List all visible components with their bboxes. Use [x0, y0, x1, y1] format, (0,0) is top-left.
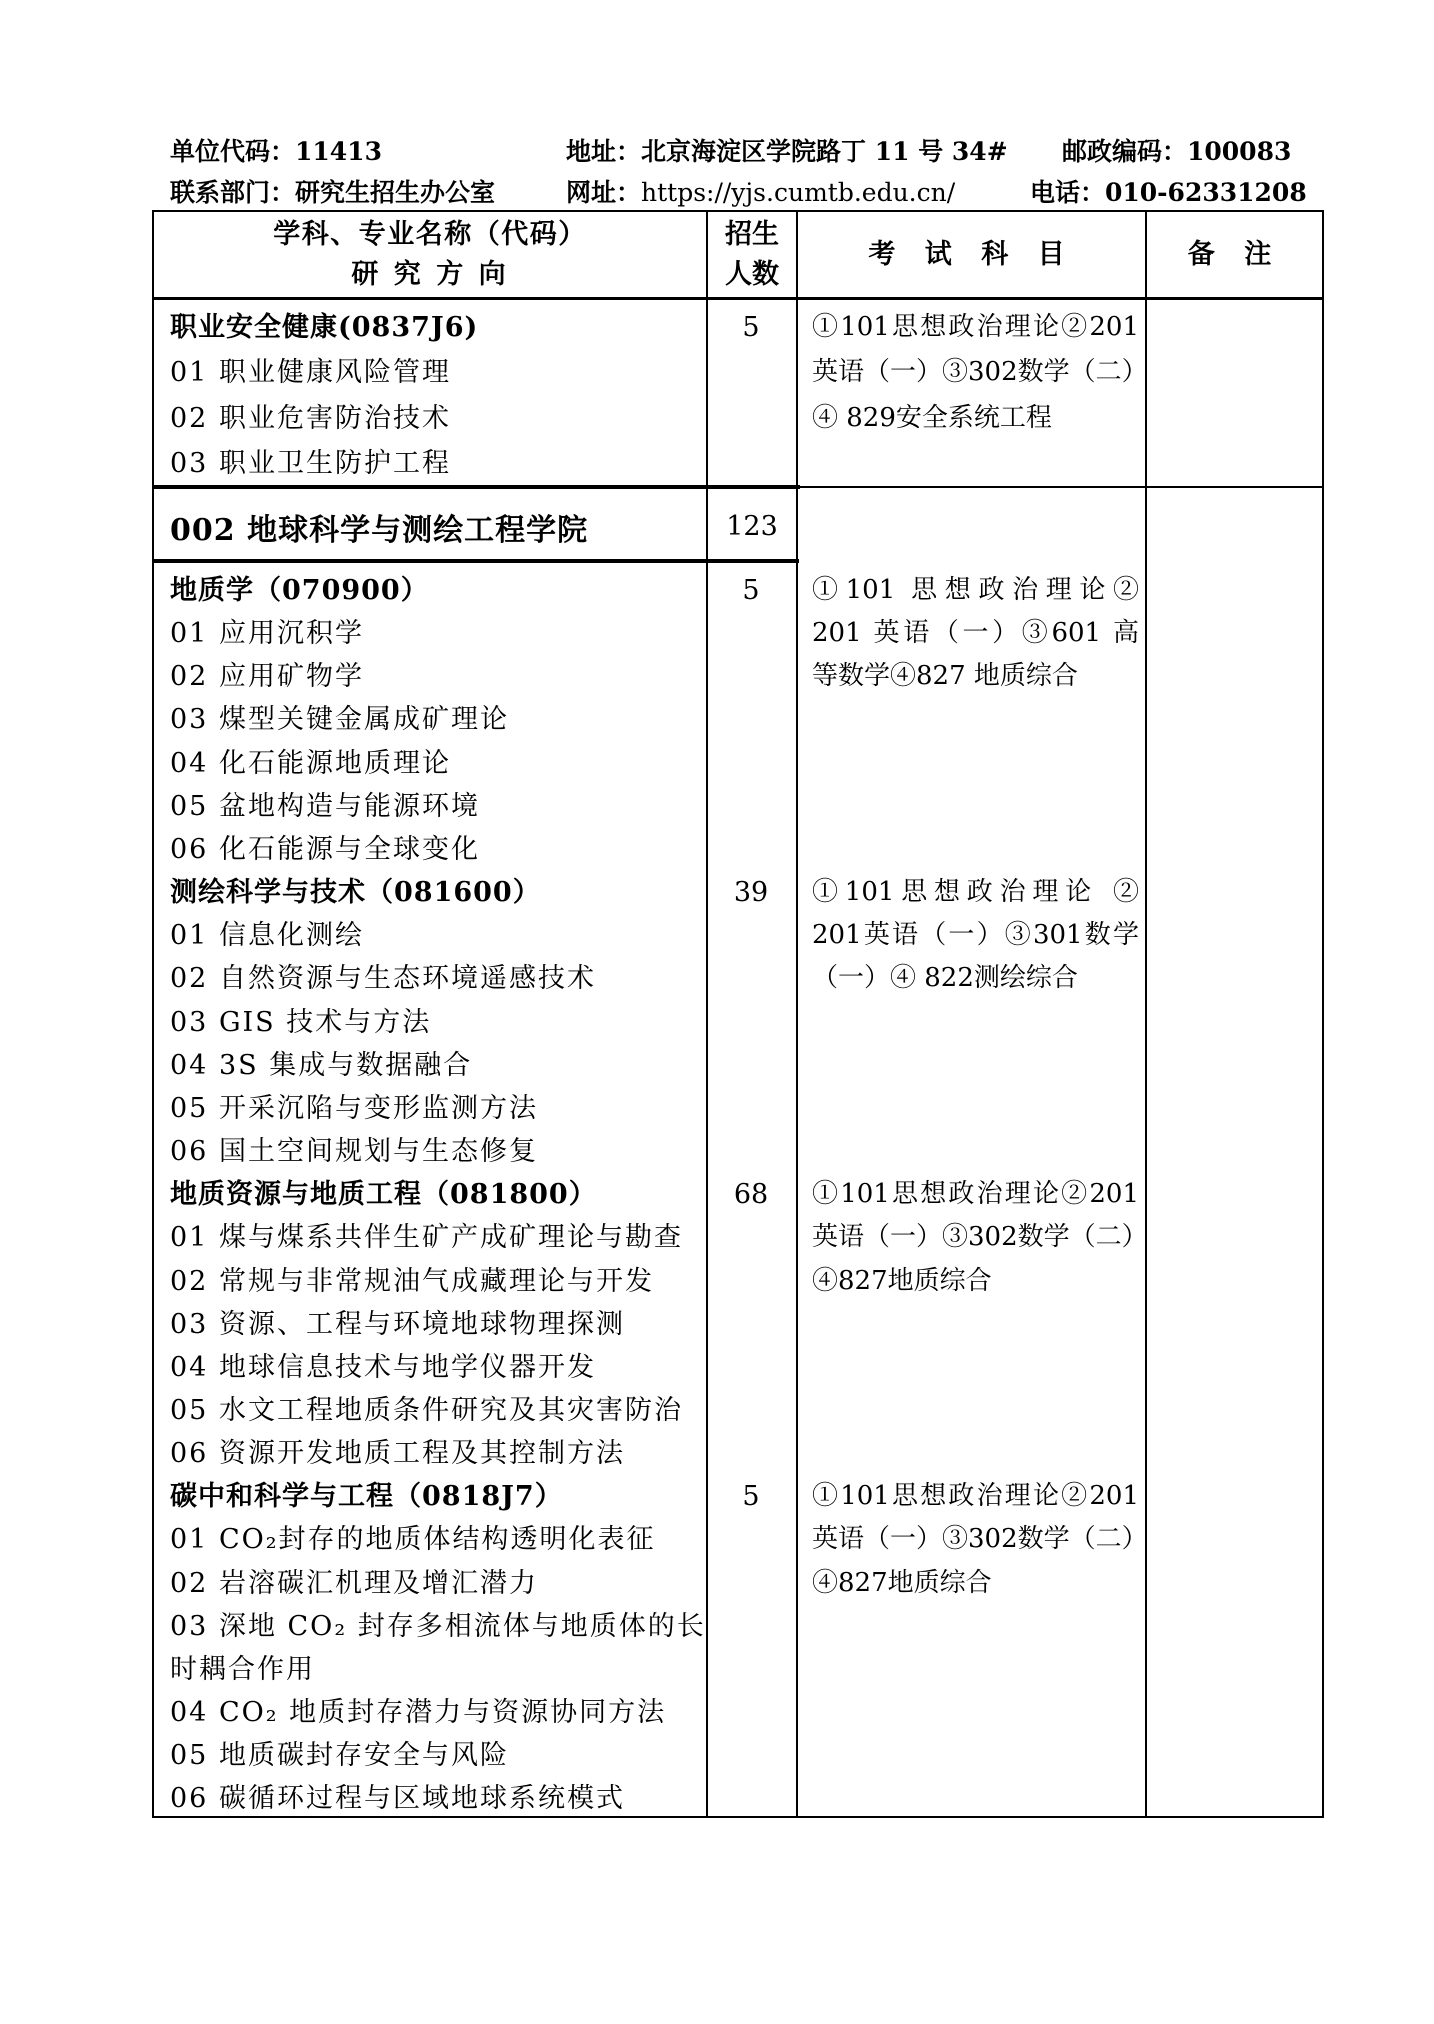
major-title: 测绘科学与技术（081600）: [170, 877, 541, 909]
major-title: 地质学（070900）: [170, 575, 429, 606]
major-group: [152, 1173, 1324, 1475]
major-subject-cell: [152, 1475, 706, 1820]
enrollment-quota: 68: [733, 1179, 769, 1211]
research-direction: 04 3S 集成与数据融合: [170, 1049, 473, 1081]
research-direction: 06 化石能源与全球变化: [170, 833, 480, 865]
column-header-exam: [798, 212, 1145, 297]
research-direction: 01 信息化测绘: [170, 920, 364, 952]
postcode: 邮政编码：100083: [1062, 137, 1292, 166]
research-direction: 05 水文工程地质条件研究及其灾害防治: [170, 1394, 683, 1426]
header-row-divider: [152, 297, 1324, 300]
major-title: 地质资源与地质工程（081800）: [170, 1179, 597, 1211]
school-row-divider: [152, 559, 799, 563]
notes-cell: [1145, 569, 1324, 871]
research-direction: 03 深地 CO₂ 封存多相流体与地质体的长 时耦合作用: [170, 1610, 706, 1685]
research-direction: 01 应用沉积学: [170, 618, 364, 650]
exam-subjects-line: 英语（一）③302数学（二）: [812, 357, 1148, 388]
column-header-quota-line2: 人数: [725, 258, 779, 290]
phone: 电话：010-62331208: [1030, 178, 1307, 207]
column-header-subject-line1: 学科、专业名称（代码）: [273, 218, 587, 250]
exam-subjects-line: ①101思想政治理论②201: [812, 312, 1139, 342]
major-subject-cell: [152, 1173, 706, 1475]
exam-subjects-line: 英语（一）③302数学（二）: [812, 1222, 1148, 1253]
notes-cell: [1145, 1173, 1324, 1475]
contact-department: 联系部门：研究生招生办公室: [170, 178, 496, 207]
research-direction: 04 CO₂ 地质封存潜力与资源协同方法: [170, 1697, 667, 1729]
enrollment-quota-cell: [706, 305, 796, 487]
research-direction: 04 地球信息技术与地学仪器开发: [170, 1351, 596, 1383]
exam-subjects-line: ④827地质综合: [812, 1567, 992, 1598]
research-direction: 01 煤与煤系共伴生矿产成矿理论与勘查: [170, 1222, 683, 1254]
research-direction: 03 职业卫生防护工程: [170, 448, 451, 480]
school-majors-section: [152, 569, 1324, 1821]
research-direction: 03 资源、工程与环境地球物理探测: [170, 1308, 625, 1340]
address: 地址：北京海淀区学院路丁 11 号 34#: [566, 137, 1008, 166]
exam-subjects-line: 等数学④827 地质综合: [812, 661, 1078, 692]
major-subject-cell: [152, 569, 706, 871]
website-url: https://yjs.cumtb.edu.cn/: [641, 178, 956, 207]
major-group: [152, 305, 1324, 487]
exam-subjects-line: ①101 思想政治理论②: [812, 575, 1139, 605]
column-header-quota-line1: 招生: [725, 218, 779, 250]
exam-subjects-line: ④827地质综合: [812, 1265, 992, 1296]
exam-subjects-line: ①101思想政治理论②201: [812, 1481, 1139, 1512]
major-subject-cell: [152, 305, 706, 487]
exam-subjects-line: （一）④ 822测绘综合: [812, 963, 1078, 994]
website-label: 网址：: [566, 178, 642, 207]
research-direction: 03 GIS 技术与方法: [170, 1006, 432, 1038]
column-header-subject: [154, 212, 706, 297]
research-direction: 02 应用矿物学: [170, 661, 364, 693]
exam-subjects-line: ④ 829安全系统工程: [812, 402, 1052, 433]
enrollment-quota: 39: [733, 877, 769, 909]
column-header-quota: [708, 212, 796, 297]
notes-cell: [1145, 871, 1324, 1173]
research-direction: 03 煤型关键金属成矿理论: [170, 704, 509, 736]
notes-cell: [1145, 1475, 1324, 1820]
unit-code: 单位代码：11413: [170, 137, 382, 166]
research-direction: 01 CO₂封存的地质体结构透明化表征: [170, 1524, 656, 1556]
notes-cell: [1145, 305, 1324, 487]
exam-subjects-cell: [796, 569, 1145, 871]
column-header-notes: [1147, 212, 1322, 297]
major-group: [152, 871, 1324, 1173]
school-quota: 123: [726, 511, 778, 542]
major-subject-cell: [152, 871, 706, 1173]
enrollment-quota: 5: [742, 312, 760, 343]
research-direction: 02 自然资源与生态环境遥感技术: [170, 963, 596, 995]
exam-subjects-cell: [796, 305, 1148, 487]
research-direction: 06 国土空间规划与生态修复: [170, 1136, 538, 1168]
enrollment-quota: 5: [742, 575, 760, 606]
research-direction: 04 化石能源地质理论: [170, 747, 451, 779]
major-title: 职业安全健康(0837J6): [170, 312, 479, 343]
exam-subjects-line: 201 英语（一）③601 高: [812, 618, 1139, 649]
exam-subjects-cell: [796, 871, 1145, 1173]
enrollment-quota-cell: [706, 1173, 796, 1475]
research-direction: 05 地质碳封存安全与风险: [170, 1740, 509, 1772]
column-header-exam-label: 考 试 科 目: [868, 238, 1075, 270]
research-direction: 02 岩溶碳汇机理及增汇潜力: [170, 1567, 538, 1599]
major-title: 碳中和科学与工程（0818J7）: [170, 1481, 563, 1513]
exam-subjects-line: 201英语（一）③301数学: [812, 920, 1139, 951]
enrollment-quota-cell: [706, 569, 796, 871]
research-direction: 01 职业健康风险管理: [170, 357, 451, 389]
research-direction: 06 资源开发地质工程及其控制方法: [170, 1438, 625, 1470]
website: [566, 178, 955, 208]
research-direction: 06 碳循环过程与区域地球系统模式: [170, 1783, 625, 1815]
exam-subjects-cell: [796, 1173, 1148, 1475]
research-direction: 02 职业危害防治技术: [170, 402, 451, 434]
exam-subjects-line: ①101思想政治理论②201: [812, 1179, 1139, 1210]
column-header-subject-line2: 研 究 方 向: [351, 258, 509, 290]
research-direction: 05 开采沉陷与变形监测方法: [170, 1092, 538, 1124]
enrollment-quota: 5: [742, 1481, 760, 1513]
research-direction: 02 常规与非常规油气成藏理论与开发: [170, 1265, 654, 1297]
exam-subjects-line: 英语（一）③302数学（二）: [812, 1524, 1148, 1555]
research-direction: 05 盆地构造与能源环境: [170, 790, 480, 822]
enrollment-quota-cell: [706, 1475, 796, 1820]
school-name: 002 地球科学与测绘工程学院: [170, 512, 589, 548]
exam-subjects-line: ①101思想政治理论 ②: [812, 877, 1139, 908]
continued-major-section: [152, 305, 1324, 487]
major-group: [152, 569, 1324, 871]
exam-subjects-cell: [796, 1475, 1148, 1820]
enrollment-quota-cell: [706, 871, 796, 1173]
column-header-notes-label: 备 注: [1187, 238, 1282, 270]
major-group: [152, 1475, 1324, 1820]
